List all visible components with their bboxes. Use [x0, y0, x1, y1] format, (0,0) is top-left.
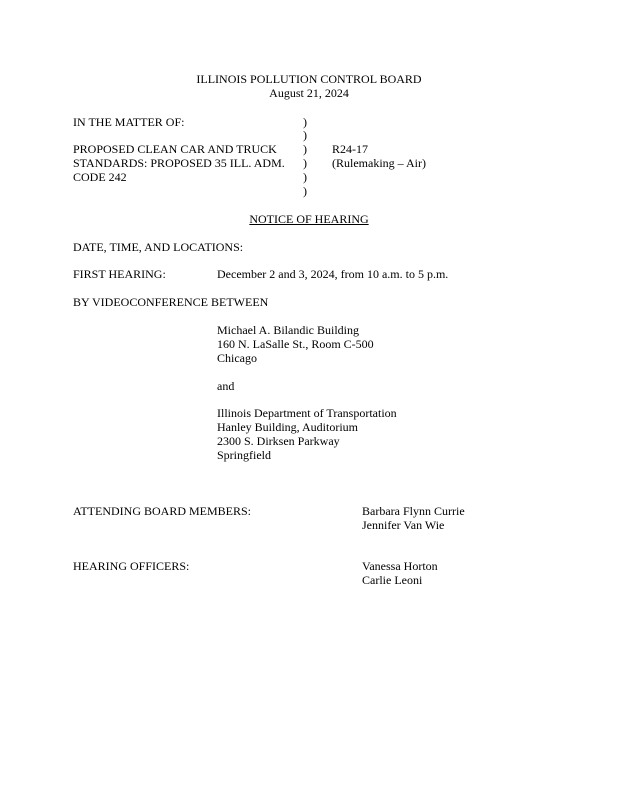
- first-hearing-label: FIRST HEARING:: [73, 267, 166, 281]
- location-1-line: 160 N. LaSalle St., Room C-500: [217, 337, 374, 351]
- location-2-line: Hanley Building, Auditorium: [217, 420, 358, 434]
- conjunction-and: and: [217, 379, 235, 393]
- location-2-line: Illinois Department of Transportation: [217, 406, 397, 420]
- notice-title: NOTICE OF HEARING: [249, 212, 369, 226]
- first-hearing-value: December 2 and 3, 2024, from 10 a.m. to 5 p.m.: [217, 267, 449, 281]
- board-member-name: Jennifer Van Wie: [362, 518, 445, 532]
- caption-paren: ): [303, 142, 307, 156]
- document-date: August 21, 2024: [269, 86, 349, 100]
- in-the-matter-label: IN THE MATTER OF:: [73, 115, 185, 129]
- caption-paren: ): [303, 184, 307, 198]
- case-title-line-1: PROPOSED CLEAN CAR AND TRUCK: [73, 142, 277, 156]
- agency-name: ILLINOIS POLLUTION CONTROL BOARD: [196, 72, 422, 86]
- hearing-officer-name: Carlie Leoni: [362, 573, 423, 587]
- case-title-line-3: CODE 242: [73, 170, 127, 184]
- videoconference-label: BY VIDEOCONFERENCE BETWEEN: [73, 295, 269, 309]
- location-1-line: Michael A. Bilandic Building: [217, 323, 359, 337]
- docket-number: R24-17: [332, 142, 368, 156]
- caption-paren: ): [303, 128, 307, 142]
- location-2-line: 2300 S. Dirksen Parkway: [217, 434, 340, 448]
- case-title-line-2: STANDARDS: PROPOSED 35 ILL. ADM.: [73, 156, 285, 170]
- caption-paren: ): [303, 156, 307, 170]
- location-1-line: Chicago: [217, 351, 257, 365]
- board-member-name: Barbara Flynn Currie: [362, 504, 465, 518]
- attending-board-members-label: ATTENDING BOARD MEMBERS:: [73, 504, 252, 518]
- location-2-line: Springfield: [217, 448, 271, 462]
- caption-paren: ): [303, 170, 307, 184]
- hearing-officer-name: Vanessa Horton: [362, 559, 438, 573]
- hearing-officers-label: HEARING OFFICERS:: [73, 559, 190, 573]
- caption-paren: ): [303, 115, 307, 129]
- date-time-locations-label: DATE, TIME, AND LOCATIONS:: [73, 240, 244, 254]
- docket-type: (Rulemaking – Air): [332, 156, 426, 170]
